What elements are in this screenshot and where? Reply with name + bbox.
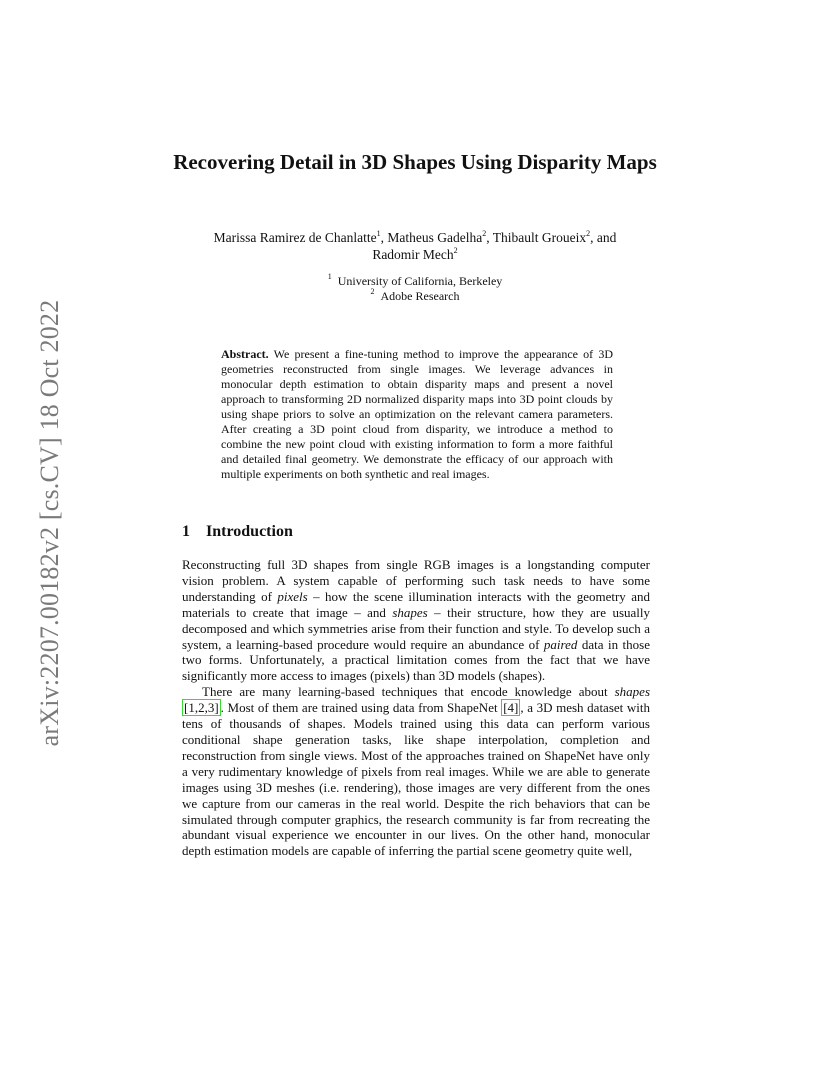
- section-number: 1: [182, 523, 190, 540]
- abstract-text: We present a fine-tuning method to improve the appearance of 3D geometries reconstructed from single images. We leverage advances in monocular depth estimation to obtain disparity maps and present a novel approach to transforming 2D normalized disparity maps into 3D point clouds by using shape priors to solve an optimization on the relevant camera parameters. After creating a 3D point cloud from disparity, we introduce a method to combine the new point cloud with existing information to form a more faithful and detailed final geometry. We demonstrate the efficacy of our approach with multiple experiments on both synthetic and real images.: [221, 347, 613, 481]
- section-title: Introduction: [206, 523, 293, 540]
- citation-link[interactable]: [1,2,3]: [184, 700, 219, 716]
- text-run: data in those two forms. Unfortunately, a practical limitation comes from the fact that we have significantly more access to images (pixels) than 3D models (shapes).: [182, 636, 650, 684]
- author-affiliation-mark: 1: [376, 228, 381, 238]
- text-run: – their structure, how they are usually decomposed and which symmetries arise from their function and style. To develop such a system, a learning-based procedure would require an abundance of: [182, 604, 651, 652]
- paragraph: [182, 557, 650, 684]
- emphasis: paired: [543, 636, 578, 652]
- author-affiliation-mark: 2: [453, 245, 458, 255]
- text-run: , a 3D mesh dataset with tens of thousands of shapes. Models trained using this data can perform various conditional shape generation tasks, like shape interpolation, completion and reconstruction from single views. Most of the approaches trained on ShapeNet have only a very rudimentary knowledge of pixels from real images. While we are able to generate images using 3D meshes (i.e. rendering), those images are very different from the ones we capture from our cameras in the real world. Despite the rich behaviors that can be simulated through computer graphics, the research community is far from recreating the abundant visual experience we encounter in our lives. On the other hand, monocular depth estimation models are capable of inferring the partial scene geometry quite well,: [182, 700, 650, 859]
- affiliation-item: [160, 289, 670, 304]
- affiliation-item: [160, 274, 670, 289]
- text-run: Reconstructing full 3D shapes from single RGB images is a longstanding computer vision problem. A system capable of performing such task needs to have some understanding of: [182, 557, 650, 604]
- emphasis: shapes: [614, 684, 650, 700]
- text-run: There are many learning-based techniques that encode knowledge about: [202, 684, 615, 700]
- affiliation-mark: 2: [370, 287, 375, 296]
- author-name: Radomir Mech: [372, 247, 454, 262]
- author-name: Marissa Ramirez de Chanlatte: [213, 230, 377, 245]
- text-run: . Most of them are trained using data from ShapeNet: [220, 700, 502, 716]
- abstract-heading: Abstract.: [221, 347, 269, 361]
- section-heading: [182, 523, 293, 541]
- affiliation-name: Adobe Research: [380, 289, 460, 303]
- author-name: Matheus Gadelha: [387, 230, 483, 245]
- citation-link[interactable]: [4]: [503, 700, 519, 716]
- paper-title: Recovering Detail in 3D Shapes Using Disparity Maps: [173, 150, 657, 174]
- affiliation-list: [160, 274, 670, 304]
- paragraph: [182, 684, 650, 859]
- author-list: Marissa Ramirez de Chanlatte$^1$, Matheus Gadelha$^2$, Thibault Groueix$^2$, and Radomir Mech$^2$: [213, 228, 617, 262]
- text-run: – how the scene illumination interacts with the geometry and materials to create that image – and: [182, 588, 650, 620]
- body-text: [182, 557, 650, 859]
- abstract: [221, 347, 613, 482]
- affiliation-name: University of California, Berkeley: [337, 274, 503, 288]
- author-affiliation-mark: 2: [482, 228, 487, 238]
- emphasis: pixels: [277, 588, 308, 604]
- author-name: Thibault Groueix: [492, 230, 587, 245]
- arxiv-identifier-stamp: arXiv:2207.00182v2 [cs.CV] 18 Oct 2022: [35, 299, 64, 747]
- affiliation-mark: 1: [327, 272, 332, 281]
- author-affiliation-mark: 2: [586, 228, 591, 238]
- emphasis: shapes: [392, 604, 428, 620]
